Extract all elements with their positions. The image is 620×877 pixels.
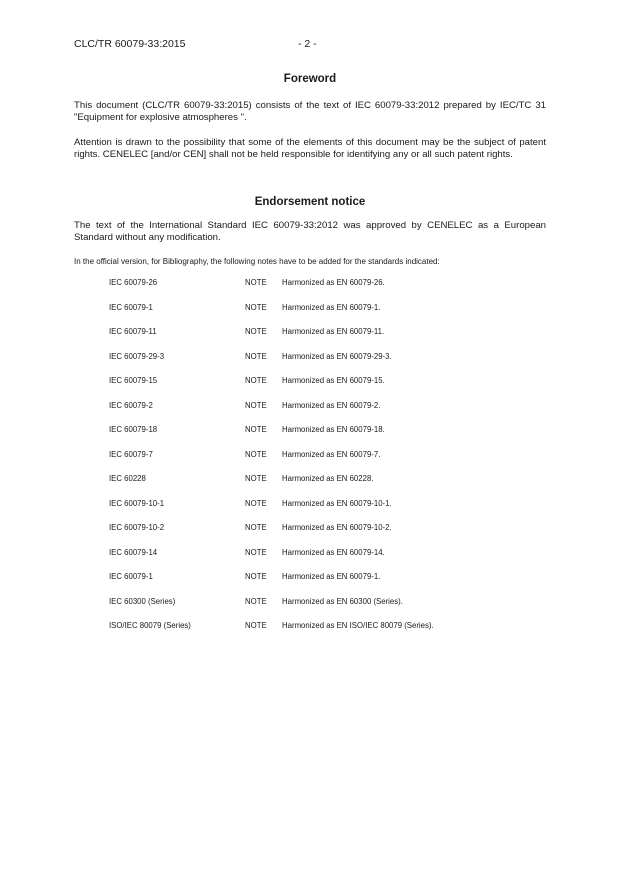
note-label: NOTE xyxy=(245,474,267,483)
foreword-paragraph-1: This document (CLC/TR 60079-33:2015) consists of the text of IEC 60079-33:2012 prepared by IEC/TC 31 "Equipment for explosive atmospheres ". xyxy=(74,100,546,123)
note-standard: IEC 60079-7 xyxy=(109,449,153,459)
note-standard: IEC 60079-11 xyxy=(109,327,157,336)
note-standard: ISO/IEC 80079 (Series) xyxy=(109,621,191,630)
bibliography-note-row xyxy=(0,568,620,593)
note-label: NOTE xyxy=(245,596,267,606)
note-standard: IEC 60079-1 xyxy=(109,302,153,312)
note-label: NOTE xyxy=(245,498,267,508)
bibliography-note-row xyxy=(0,470,620,495)
bibliography-note-row xyxy=(0,323,620,348)
note-text: Harmonized as EN 60079-26. xyxy=(282,278,385,287)
note-label: NOTE xyxy=(245,449,267,459)
note-label: NOTE xyxy=(245,547,267,557)
note-standard: IEC 60300 (Series) xyxy=(109,596,176,606)
note-standard: IEC 60079-29-3 xyxy=(109,351,165,361)
foreword-paragraph-2: Attention is drawn to the possibility that some of the elements of this document may be the subject of patent rights. CENELEC [and/or CEN] shall not be held responsible for identifying any or all such patent rights. xyxy=(74,137,546,160)
bibliography-note-row xyxy=(0,519,620,544)
bibliography-notes-list xyxy=(0,274,620,642)
note-text: Harmonized as EN 60079-10-1. xyxy=(282,498,392,508)
bibliography-note-row xyxy=(0,372,620,397)
note-standard: IEC 60079-2 xyxy=(109,400,153,410)
note-label: NOTE xyxy=(245,376,267,385)
note-text: Harmonized as EN 60300 (Series). xyxy=(282,596,403,606)
bibliography-note-row xyxy=(0,495,620,520)
note-text: Harmonized as EN 60079-15. xyxy=(282,376,385,385)
note-standard: IEC 60228 xyxy=(109,474,146,483)
note-text: Harmonized as EN 60228. xyxy=(282,474,374,483)
note-label: NOTE xyxy=(245,278,267,287)
note-text: Harmonized as EN 60079-11. xyxy=(282,327,385,336)
endorsement-heading: Endorsement notice xyxy=(254,196,366,208)
note-standard: IEC 60079-18 xyxy=(109,425,158,434)
note-label: NOTE xyxy=(245,572,267,581)
bibliography-note-row xyxy=(0,421,620,446)
page-number: - 2 - xyxy=(298,38,317,50)
note-text: Harmonized as EN 60079-18. xyxy=(282,425,385,434)
document-id: CLC/TR 60079-33:2015 xyxy=(74,38,186,50)
bibliography-note-row xyxy=(0,617,620,642)
note-label: NOTE xyxy=(245,302,267,312)
bibliography-note-row xyxy=(0,446,620,471)
note-text: Harmonized as EN 60079-1. xyxy=(282,302,381,312)
note-label: NOTE xyxy=(245,400,267,410)
note-text: Harmonized as EN 60079-1. xyxy=(282,572,381,581)
note-label: NOTE xyxy=(245,327,267,336)
note-label: NOTE xyxy=(245,425,267,434)
note-standard: IEC 60079-14 xyxy=(109,547,158,557)
note-standard: IEC 60079-10-1 xyxy=(109,498,165,508)
note-standard: IEC 60079-15 xyxy=(109,376,158,385)
bibliography-note-row xyxy=(0,544,620,569)
note-text: Harmonized as EN ISO/IEC 80079 (Series). xyxy=(282,621,434,630)
note-text: Harmonized as EN 60079-14. xyxy=(282,547,385,557)
endorsement-paragraph: The text of the International Standard IEC 60079-33:2012 was approved by CENELEC as a European Standard without any modification. xyxy=(74,220,546,243)
bibliography-note-row xyxy=(0,593,620,618)
note-text: Harmonized as EN 60079-10-2. xyxy=(282,523,392,532)
note-label: NOTE xyxy=(245,351,267,361)
bibliography-note-row xyxy=(0,274,620,299)
note-standard: IEC 60079-10-2 xyxy=(109,523,165,532)
note-text: Harmonized as EN 60079-29-3. xyxy=(282,351,392,361)
note-standard: IEC 60079-1 xyxy=(109,572,153,581)
foreword-heading: Foreword xyxy=(283,73,337,85)
note-label: NOTE xyxy=(245,621,267,630)
note-text: Harmonized as EN 60079-2. xyxy=(282,400,381,410)
bibliography-note-row xyxy=(0,299,620,324)
note-label: NOTE xyxy=(245,523,267,532)
note-standard: IEC 60079-26 xyxy=(109,278,158,287)
bibliography-note-row xyxy=(0,397,620,422)
bibliography-intro: In the official version, for Bibliography, the following notes have to be added for the standards indicated: xyxy=(74,257,440,266)
bibliography-note-row xyxy=(0,348,620,373)
note-text: Harmonized as EN 60079-7. xyxy=(282,449,381,459)
